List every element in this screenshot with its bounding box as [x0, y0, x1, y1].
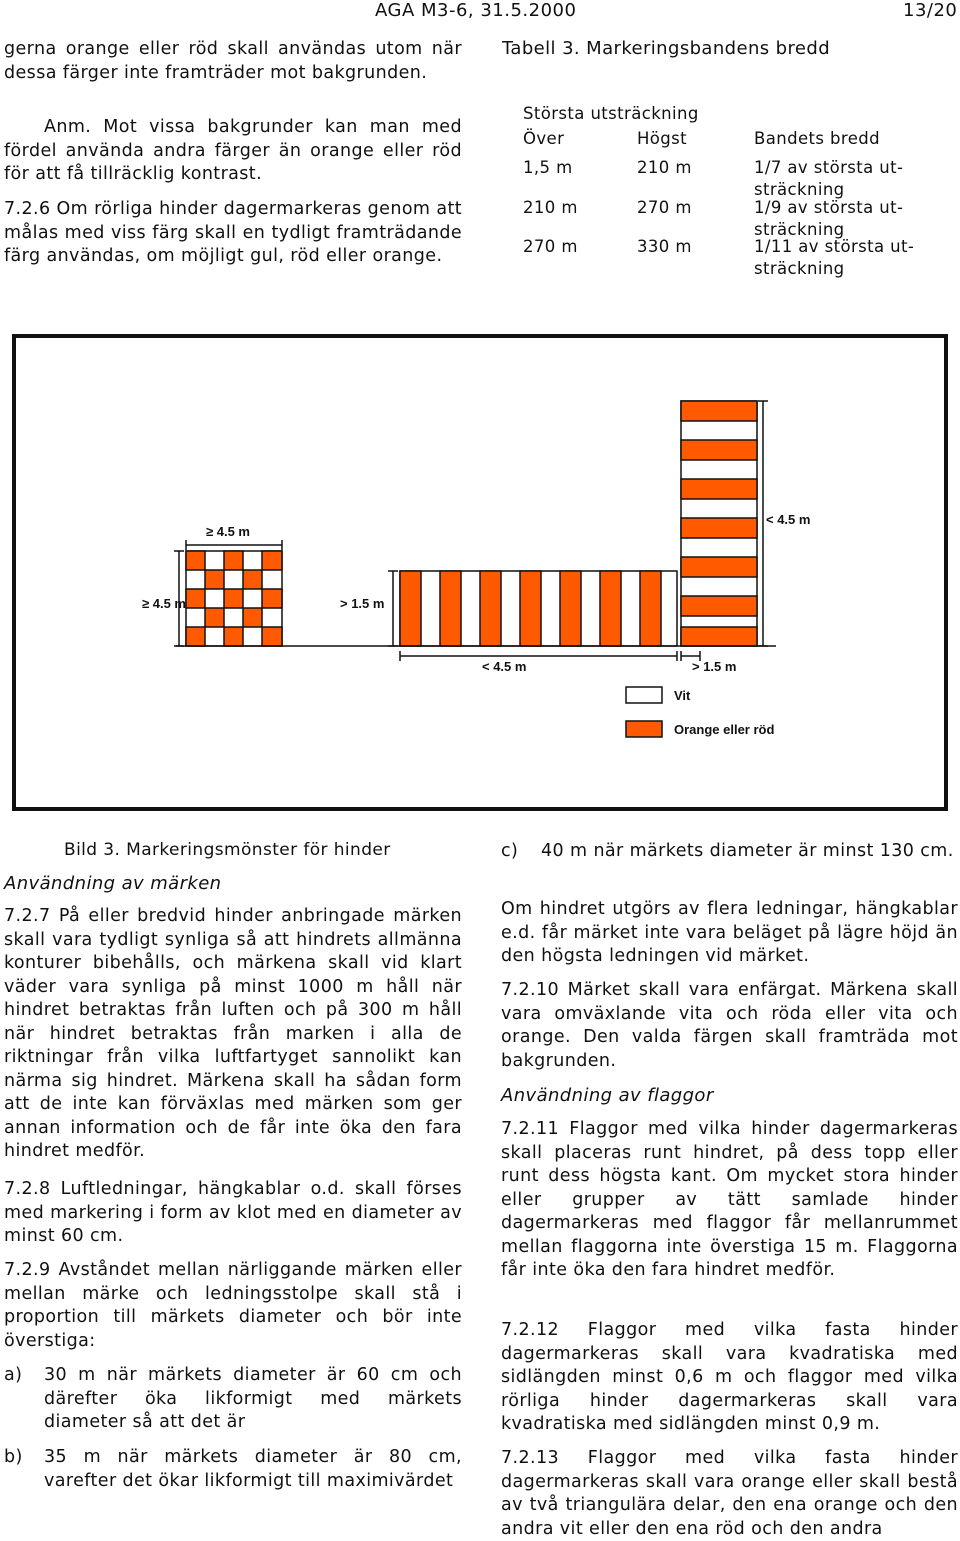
- table-cell: sträckning: [754, 180, 845, 199]
- list-label: b): [4, 1447, 23, 1467]
- list-item-b: [4, 1446, 462, 1518]
- label-ge-4-5-top: ≥ 4.5 m: [206, 524, 250, 539]
- paragraph-7-2-13: 7.2.13 Flaggor med vilka fasta hinder dagermarkeras skall vara orange eller skall bestå av två triangulära delar, den ena orange och den andra vit eller den ena röd och den andra: [501, 1448, 958, 1539]
- table-cell: 270 m: [523, 237, 578, 256]
- table-cell: 210 m: [523, 198, 578, 217]
- page-number: 13/20: [903, 0, 958, 21]
- paragraph-7-2-10: 7.2.10 Märket skall vara enfärgat. Märkena skall vara omväxlande vita och röda eller vita och orange. Den valda färgen skall framträda mot bakgrunden.: [501, 980, 958, 1071]
- list-label: a): [4, 1365, 23, 1385]
- label-lt-4-5-right: < 4.5 m: [766, 512, 811, 527]
- list-label: c): [501, 841, 519, 861]
- table-cell: 270 m: [637, 198, 692, 217]
- marking-pattern-figure: [12, 334, 948, 811]
- list-text: 30 m när märkets diameter är 60 cm och därefter öka likformigt med märkets diameter så att det är: [44, 1365, 462, 1432]
- marking-pattern-diagram: [16, 338, 944, 807]
- heading-anvandning-av-marken: Användning av märken: [4, 873, 222, 894]
- list-item-a: [4, 1364, 462, 1436]
- table-header-over: Över: [523, 129, 565, 148]
- paragraph-7-2-9: 7.2.9 Avståndet mellan närliggande märken eller mellan märke och ledningsstolpe skall stå i proportion till märkets diameter och bör inte överstiga:: [4, 1260, 462, 1351]
- label-lt-4-5-bottom: < 4.5 m: [482, 659, 527, 674]
- legend-orange-label: Orange eller röd: [674, 722, 775, 737]
- paragraph-7-2-12: 7.2.12 Flaggor med vilka fasta hinder dagermarkeras skall vara kvadratiska med sidlängden minst 0,6 m och flaggor med vilka rörliga hinder dagermarkeras skall vara kvadratiska med sidlängden minst 0,9 m.: [501, 1320, 958, 1434]
- checkerboard-obstacle: [186, 551, 282, 646]
- label-ge-4-5-left: ≥ 4.5 m: [142, 596, 186, 611]
- legend-orange-swatch: [626, 721, 662, 737]
- table-title: Tabell 3. Markeringsbandens bredd: [502, 38, 831, 59]
- list-text: 40 m när märkets diameter är minst 130 cm.: [541, 841, 954, 861]
- list-item-c: [501, 840, 958, 888]
- figure-caption: Bild 3. Markeringsmönster för hinder: [64, 840, 391, 860]
- table-cell: 210 m: [637, 158, 692, 177]
- vertical-stripe-tower: [681, 401, 757, 646]
- table-cell: 1,5 m: [523, 158, 573, 177]
- heading-anvandning-av-flaggor: Användning av flaggor: [501, 1085, 714, 1106]
- table-cell: sträckning: [754, 220, 845, 239]
- table-cell: 330 m: [637, 237, 692, 256]
- table-cell: 1/7 av största ut-: [754, 158, 904, 177]
- paragraph-7-2-7: 7.2.7 På eller bredvid hinder anbringade märken skall vara tydligt synliga så att hindrets allmänna konturer bibehålls, och märkena skall vid klart väder vara synliga på minst 1000 m håll när hindret betraktas från luften och på 300 m håll när hindret betraktas från marken i alla de riktningar från vilka luftfartyget sannolikt kan närma sig hindret. Märkena skall ha sådan form att de inte kan förväxlas med märken som ger annan information och de får inte öka den fara hindret medför.: [4, 906, 462, 1161]
- table-cell: 1/11 av största ut-: [754, 237, 915, 256]
- paragraph-color-note: gerna orange eller röd skall användas utom när dessa färger inte framträder mot bakgrunden.: [4, 39, 462, 83]
- table-cell: 1/9 av största ut-: [754, 198, 904, 217]
- paragraph-7-2-8: 7.2.8 Luftledningar, hängkablar o.d. skall förses med markering i form av klot med en diameter av minst 60 cm.: [4, 1179, 462, 1246]
- paragraph-7-2-11: 7.2.11 Flaggor med vilka hinder dagermarkeras skall placeras runt hindret, på dess topp eller runt dess högsta kant. Om mycket stora hinder eller grupper av tätt samlade hinder dagermarkeras med flaggor får mellanrummet mellan flaggorna inte överstiga 15 m. Flaggorna får inte öka den fara hindret medför.: [501, 1119, 958, 1280]
- paragraph-anm: Anm. Mot vissa bakgrunder kan man med fördel använda andra färger än orange eller röd för att få tillräcklig kontrast.: [4, 117, 462, 184]
- list-text: 35 m när märkets diameter är 80 cm, varefter det ökar likformigt till maximivärdet: [44, 1447, 462, 1491]
- paragraph-hindret-ledningar: Om hindret utgörs av flera ledningar, hängkablar e.d. får märket inte vara beläget på lägre höjd än den högsta ledningen vid märket.: [501, 899, 958, 966]
- table-group-header: Största utsträckning: [523, 104, 699, 123]
- document-id: AGA M3-6, 31.5.2000: [375, 0, 577, 21]
- table-header-width: Bandets bredd: [754, 129, 881, 148]
- table-cell: sträckning: [754, 259, 845, 278]
- horizontal-stripe-obstacle: [400, 571, 677, 646]
- label-gt-1-5-bottom: > 1.5 m: [692, 659, 737, 674]
- paragraph-7-2-6: 7.2.6 Om rörliga hinder dagermarkeras genom att målas med viss färg skall en tydligt framträdande färg användas, om möjligt gul, röd eller orange.: [4, 199, 462, 266]
- legend-white-swatch: [626, 687, 662, 703]
- legend-white-label: Vit: [674, 688, 691, 703]
- label-gt-1-5-left: > 1.5 m: [340, 596, 385, 611]
- table-header-hogst: Högst: [637, 129, 688, 148]
